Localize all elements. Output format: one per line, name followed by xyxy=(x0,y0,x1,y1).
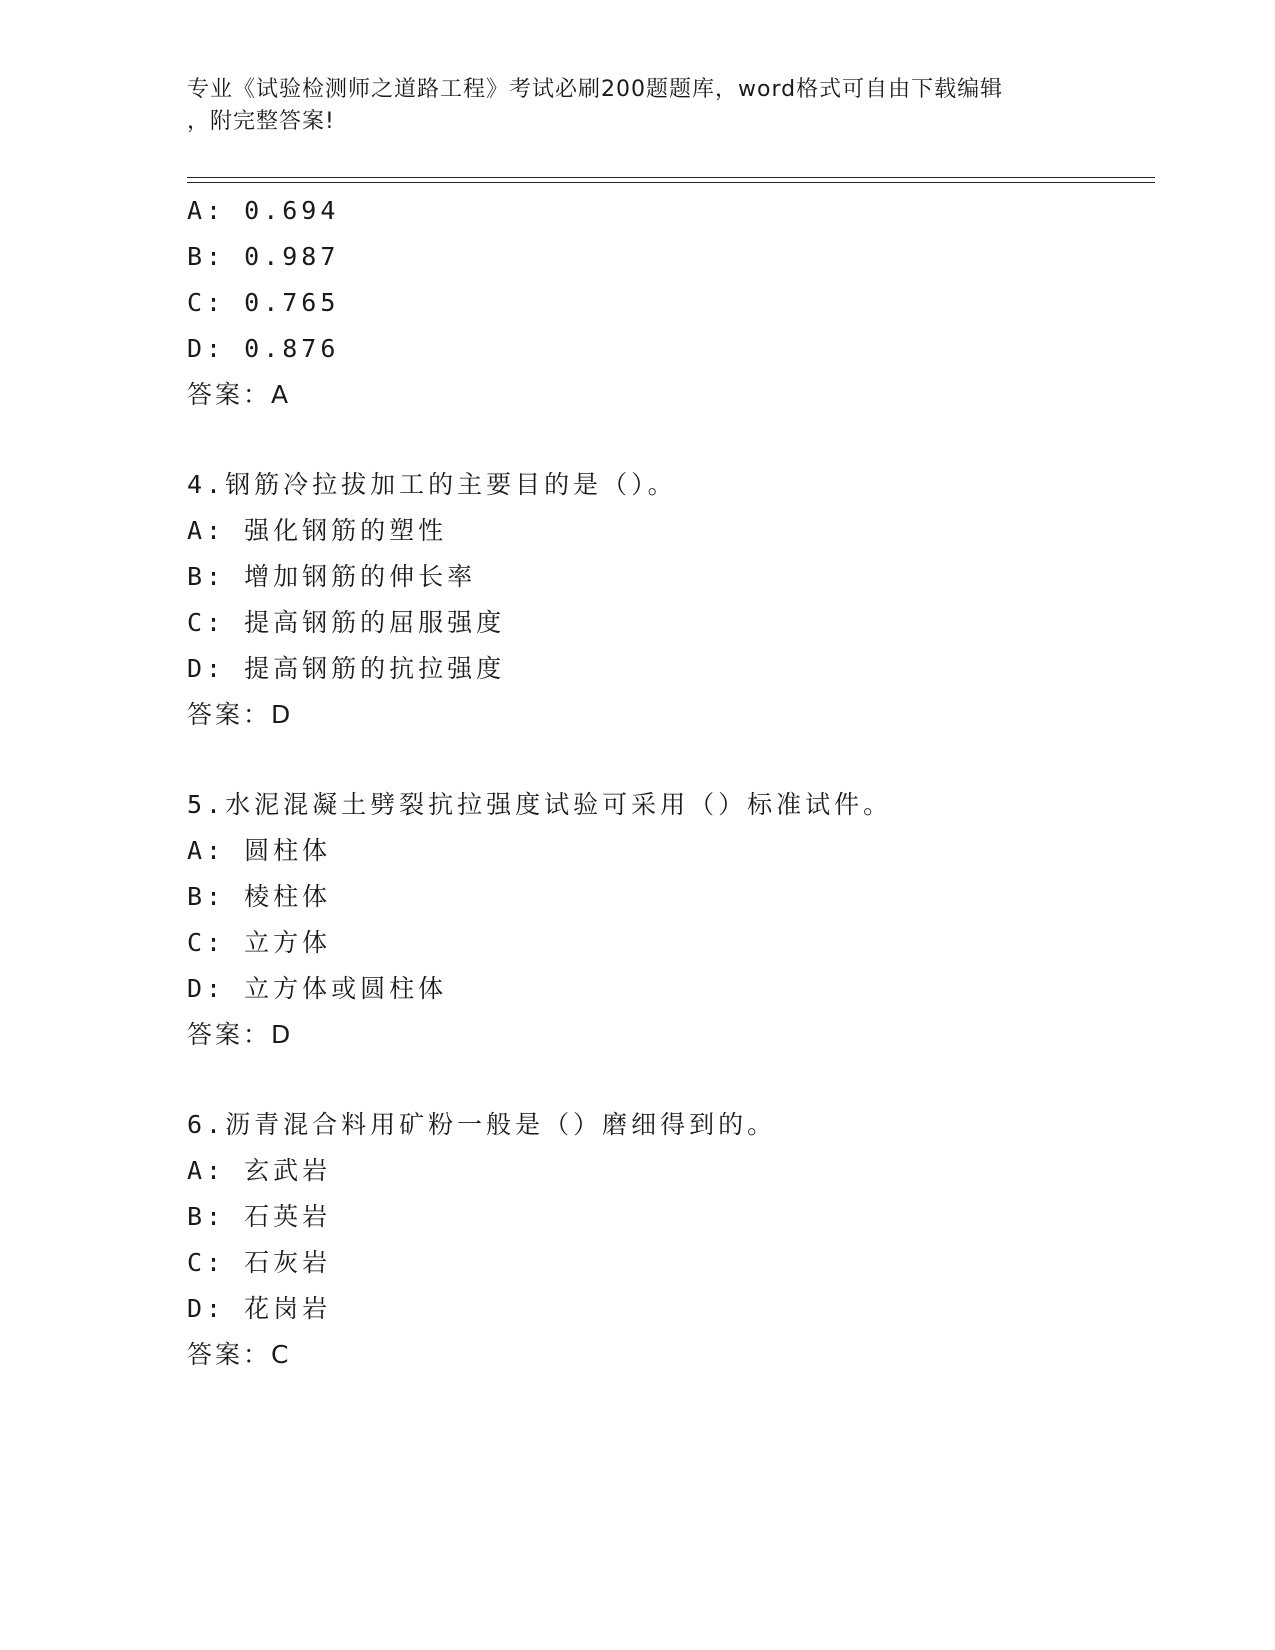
option-a: A: 0.694 xyxy=(187,196,340,225)
document-header xyxy=(187,74,1087,138)
answer: 答案：D xyxy=(187,700,294,729)
option-a: A: 强化钢筋的塑性 xyxy=(187,516,448,545)
spacer xyxy=(187,1058,1137,1102)
option-b: B: 增加钢筋的伸长率 xyxy=(187,562,477,591)
question-stem: 4.钢筋冷拉拔加工的主要目的是（）。 xyxy=(187,470,677,499)
option-c: C: 提高钢筋的屈服强度 xyxy=(187,608,506,637)
question-stem: 6.沥青混合料用矿粉一般是（）磨细得到的。 xyxy=(187,1110,777,1139)
question-6 xyxy=(187,1102,1137,1378)
header-title-line-2: ，附完整答案! xyxy=(187,109,335,134)
option-c: C: 石灰岩 xyxy=(187,1248,332,1277)
question-3-tail xyxy=(187,188,1137,418)
option-c: C: 0.765 xyxy=(187,288,340,317)
spacer xyxy=(187,418,1137,462)
header-divider-bottom xyxy=(187,182,1155,183)
question-stem: 5.水泥混凝土劈裂抗拉强度试验可采用（）标准试件。 xyxy=(187,790,893,819)
option-b: B: 0.987 xyxy=(187,242,340,271)
answer: 答案：C xyxy=(187,1340,292,1369)
header-divider-top xyxy=(187,177,1155,178)
question-4 xyxy=(187,462,1137,738)
question-5 xyxy=(187,782,1137,1058)
option-d: D: 花岗岩 xyxy=(187,1294,332,1323)
option-b: B: 石英岩 xyxy=(187,1202,332,1231)
option-d: D: 立方体或圆柱体 xyxy=(187,974,448,1003)
option-d: D: 提高钢筋的抗拉强度 xyxy=(187,654,506,683)
header-title-line-1: 专业《试验检测师之道路工程》考试必刷200题题库，word格式可自由下载编辑 xyxy=(187,77,1004,102)
option-a: A: 圆柱体 xyxy=(187,836,332,865)
answer: 答案：A xyxy=(187,380,292,409)
spacer xyxy=(187,738,1137,782)
option-a: A: 玄武岩 xyxy=(187,1156,332,1185)
question-list xyxy=(187,188,1137,1378)
option-b: B: 棱柱体 xyxy=(187,882,332,911)
option-c: C: 立方体 xyxy=(187,928,332,957)
option-d: D: 0.876 xyxy=(187,334,340,363)
answer: 答案：D xyxy=(187,1020,294,1049)
